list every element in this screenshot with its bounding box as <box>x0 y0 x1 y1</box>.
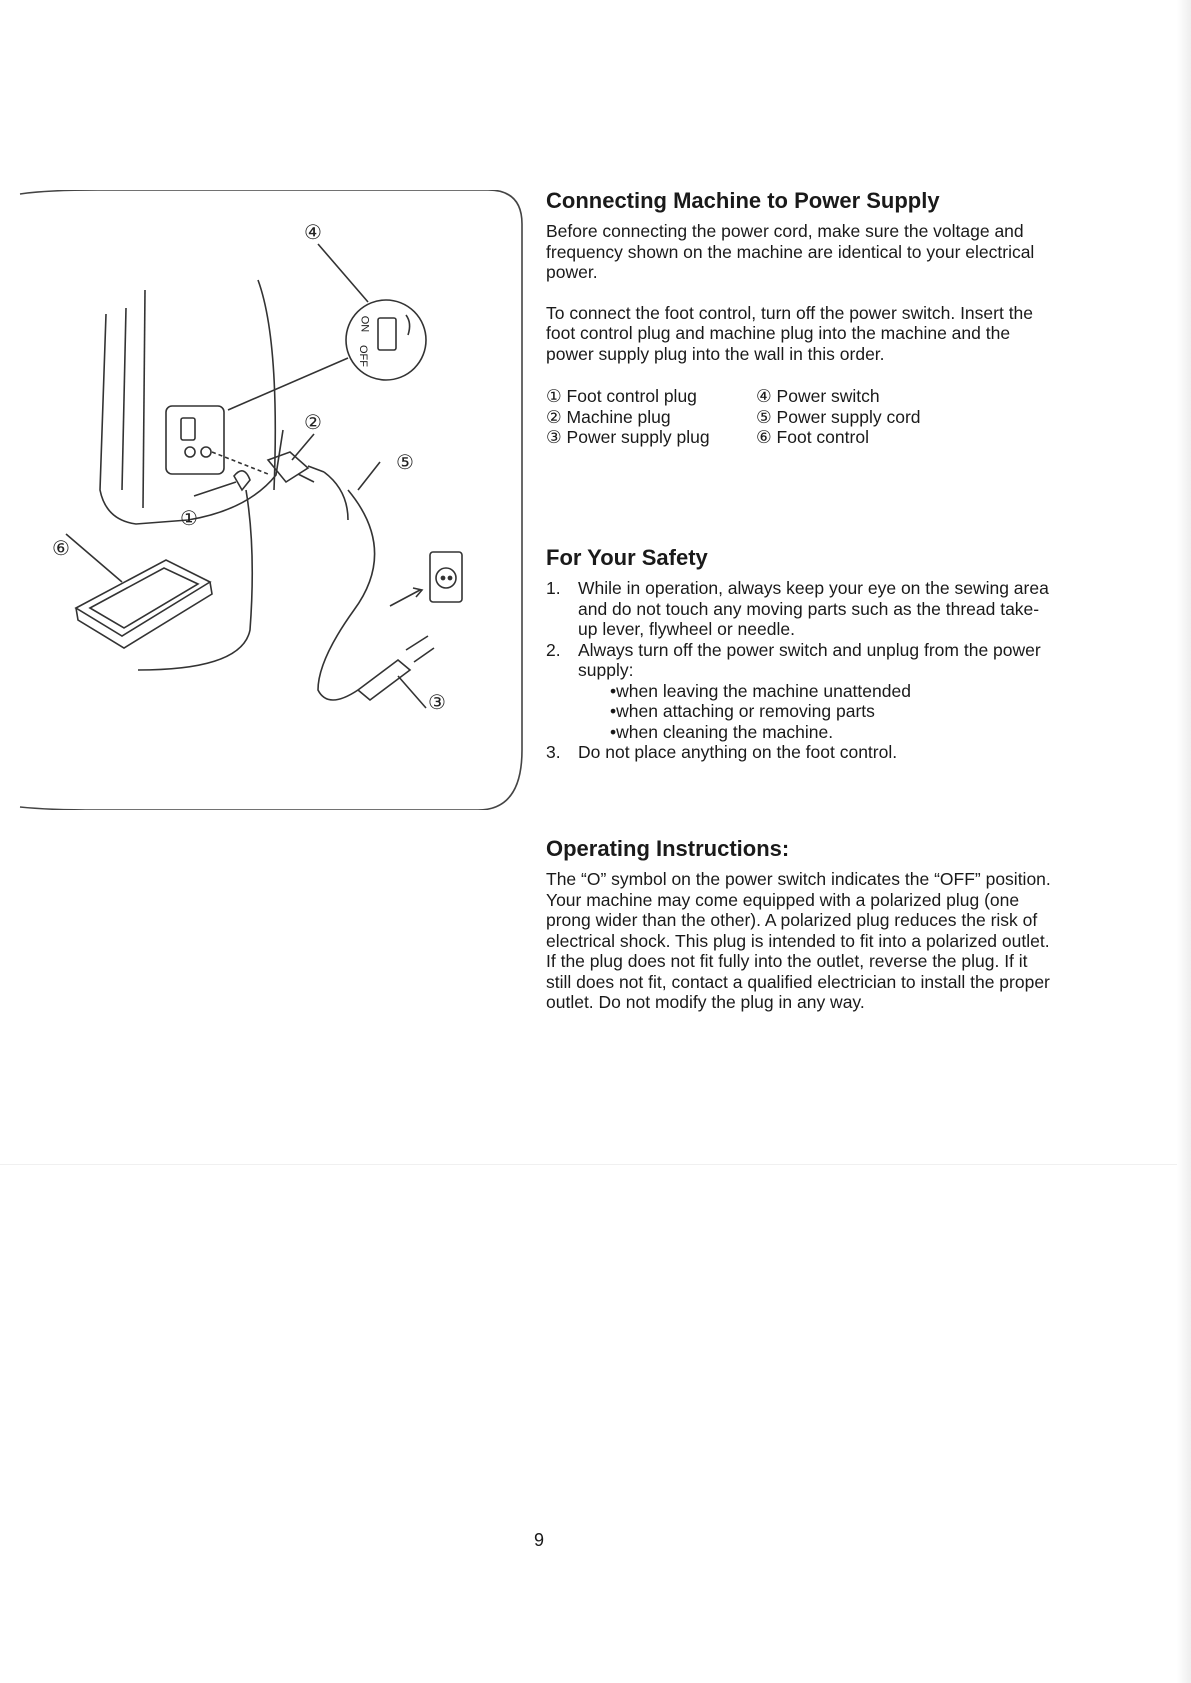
page-number: 9 <box>534 1530 545 1550</box>
scan-edge-shadow <box>1177 0 1191 1683</box>
switch-off-label: OFF <box>357 345 369 367</box>
insert-arrow-icon <box>390 588 422 606</box>
safety-item-text: Do not place anything on the foot control. <box>578 742 898 762</box>
safety-item-text: While in operation, always keep your eye on the sewing area and do not touch any moving parts such as the thread take-up lever, flywheel or needle. <box>578 578 1049 639</box>
operating-section <box>546 836 1051 1013</box>
unplug-conditions-list <box>578 681 1051 743</box>
foot-control-paragraph: To connect the foot control, turn off the power switch. Insert the foot control plug and machine plug into the machine and the power supply plug into the wall in this order. <box>546 302 1034 364</box>
callout-6: ⑥ <box>52 536 70 560</box>
safety-item-number: 1. <box>546 578 561 598</box>
part-machine-plug: ② Machine plug <box>546 406 671 427</box>
switch-on-label: ON <box>358 315 371 333</box>
unplug-condition: • when cleaning the machine. <box>578 722 1051 743</box>
safety-item <box>546 640 1051 743</box>
polarized-plug-paragraph: Your machine may come equipped with a polarized plug (one prong wider than the other). A polarized plug reduces the risk of electrical shock. This plug is intended to fit into a polarized outlet. If the plug does not fit fully into the outlet, reverse the plug. If it still does not fit, contact a qualified electrician to install the proper outlet. Do not modify the plug in any way. <box>546 889 1050 1012</box>
callout-3: ③ <box>428 690 446 714</box>
section-title-operating: Operating Instructions: <box>546 836 790 861</box>
unplug-condition: • when leaving the machine unattended <box>578 681 1051 702</box>
part-power-supply-cord: ⑤ Power supply cord <box>756 406 921 427</box>
part-foot-control-plug: ① Foot control plug <box>546 386 697 406</box>
wall-outlet <box>430 552 462 602</box>
power-switch-magnified <box>346 300 426 380</box>
foot-control-pedal <box>76 560 210 636</box>
voltage-paragraph: Before connecting the power cord, make sure the voltage and frequency shown on the machine are identical to your electrical power. <box>546 221 1035 282</box>
safety-item <box>546 578 1051 640</box>
power-connection-illustration <box>18 190 524 810</box>
power-supply-cord <box>318 490 375 700</box>
parts-legend <box>546 386 1051 448</box>
illustration-drawing <box>18 190 524 810</box>
part-power-supply-plug: ③ Power supply plug <box>546 427 710 447</box>
machine-body <box>100 314 283 524</box>
page-divider <box>0 1164 1191 1165</box>
connecting-section <box>546 188 1051 448</box>
safety-section <box>546 545 1051 763</box>
safety-list <box>546 578 1051 763</box>
unplug-condition: • when attaching or removing parts <box>578 701 1051 722</box>
part-power-switch: ④ Power switch <box>756 386 880 406</box>
safety-item <box>546 742 1051 763</box>
safety-item-text: Always turn off the power switch and unplug from the power supply: <box>578 639 1041 680</box>
safety-item-number: 2. <box>546 639 561 660</box>
safety-item-number: 3. <box>546 742 561 762</box>
section-title-safety: For Your Safety <box>546 545 708 570</box>
callout-5: ⑤ <box>396 450 414 474</box>
part-foot-control: ⑥ Foot control <box>756 427 869 447</box>
off-symbol-paragraph: The “O” symbol on the power switch indicates the “OFF” position. <box>546 869 1051 889</box>
callout-1: ① <box>180 506 198 530</box>
callout-2: ② <box>304 410 322 434</box>
callout-4: ④ <box>304 220 322 244</box>
foot-control-plug <box>234 471 250 490</box>
section-title-connecting: Connecting Machine to Power Supply <box>546 188 940 213</box>
